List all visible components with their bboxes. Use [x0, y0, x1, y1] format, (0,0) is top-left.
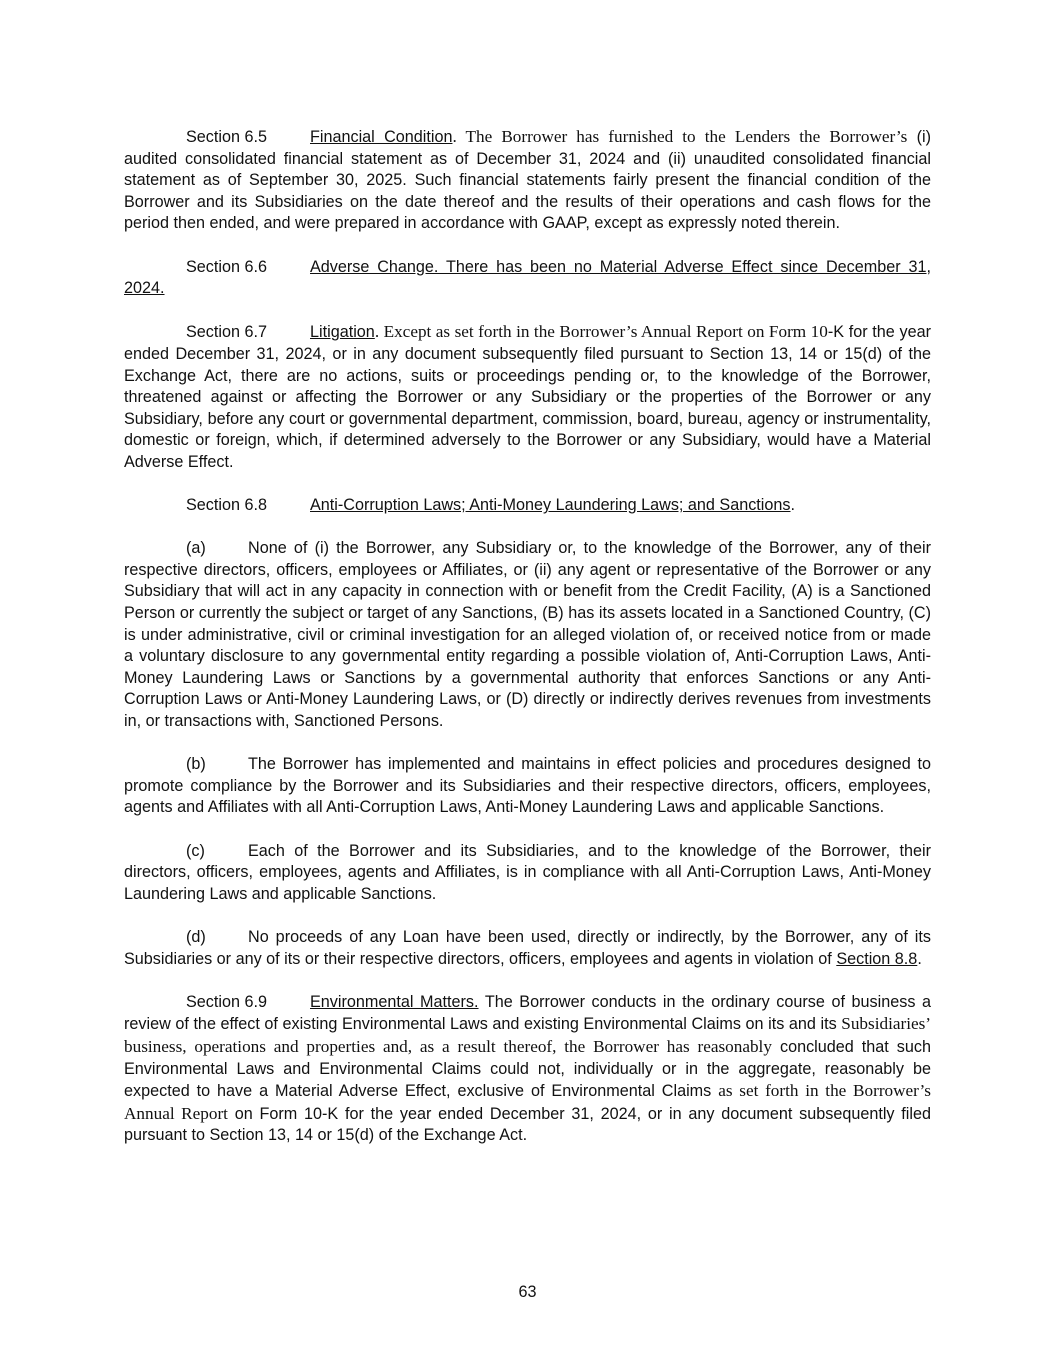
clause-text: The Borrower has implemented and maintains in effect policies and procedures designed to promote compliance by the Borrower and its Subsidiaries and their respective directors, officers, employees, agents and Affiliates with all Anti-Corruption Laws, Anti-Money Laundering Laws and applicable Sanctions.: [124, 755, 931, 817]
section-text-serif: as set forth in the Borrower’s Annual Report: [124, 1081, 931, 1123]
section-lead: . Except as set forth in the Borrower’s Annual Report on Form 10: [374, 322, 828, 342]
section-text: on Form 10-K for the year ended December 31, 2024, or in any document subsequently filed pursuant to Section 13, 14 or 15(d) of the Exchange Act.: [124, 1104, 931, 1145]
section-6-7: [124, 321, 931, 473]
section-number: Section 6.5: [186, 128, 267, 146]
clause-text: None of (i) the Borrower, any Subsidiary or, to the knowledge of the Borrower, any of their respective directors, officers, employees or Affiliates, or (ii) any agent or representative of the Borrower or any Subsidiary that will act in any capacity in connection with or benefit from the Credit Facility, (A) is a Sanctioned Person or currently the subject or target of any Sanctions, (B) has its assets located in a Sanctioned Country, (C) is under administrative, civil or criminal investigation for an alleged violation of, or received notice from or made a voluntary disclosure to any governmental entity regarding a possible violation of, Anti-Corruption Laws, Anti-Money Laundering Laws or Sanctions by a governmental authority that enforces Sanctions or any Anti-Corruption Laws or Anti-Money Laundering Laws, or (D) directly or indirectly derives revenues from investments in, or transactions with, Sanctioned Persons.: [124, 539, 931, 731]
clause-label: (c): [186, 841, 205, 860]
section-text: -K for the year ended December 31, 2024, or in any document subsequently filed pursuant to Section 13, 14 or 15(d) of the Exchange Act, there are no actions, suits or proceedings pending or, to the knowledge of the Borrower, threatened against or affecting the Borrower or any Subsidiary or the properties of the Borrower or any Subsidiary, before any court or governmental department, commission, board, bureau, agency or instrumentality, domestic or foreign, which, if determined adversely to the Borrower or any Subsidiary, would have a Material Adverse Effect.: [124, 323, 931, 471]
section-lead: . The Borrower has furnished to the Lenders the Borrower’s: [452, 127, 908, 146]
clause-label: (d): [186, 927, 206, 946]
clause-a: [124, 538, 931, 732]
section-heading: Adverse Change. There has been no Material Adverse Effect since December 31, 2024.: [124, 257, 931, 298]
section-tail: .: [790, 496, 796, 515]
clause-d: [124, 927, 931, 970]
section-6-6: [124, 257, 931, 300]
section-number: Section 6.9: [186, 992, 267, 1011]
clause-tail: .: [917, 949, 922, 968]
page-number: 63: [518, 1283, 537, 1301]
section-number: Section 6.8: [186, 496, 267, 515]
section-heading: Anti-Corruption Laws; Anti-Money Laundering Laws; and Sanctions: [310, 496, 791, 515]
section-heading: Financial Condition: [310, 128, 453, 146]
clause-text: Each of the Borrower and its Subsidiaries, and to the knowledge of the Borrower, their directors, officers, employees, agents and Affiliates, is in compliance with all Anti-Corruption Laws, Anti-Money Laundering Laws and applicable Sanctions.: [124, 841, 931, 903]
clause-text: No proceeds of any Loan have been used, directly or indirectly, by the Borrower, any of its Subsidiaries or any of its or their respective directors, officers, employees and agents in violation of: [124, 927, 931, 968]
clause-label: (b): [186, 755, 206, 774]
section-text: The Borrower conducts in the ordinary course of business a review of the effect of existing Environmental Laws and existing Environmental Claims on its and its: [124, 992, 932, 1034]
clause-b: [124, 754, 931, 819]
section-text: (i) audited consolidated financial statement as of December 31, 2024 and (ii) unaudited consolidated financial statement as of September 30, 2025. Such financial statements fairly present the financial condition of the Borrower and its Subsidiaries on the date thereof and the results of their operations and cash flows for the period then ended, and were prepared in accordance with GAAP, except as expressly noted therein.: [124, 128, 931, 233]
section-6-5: [124, 126, 931, 235]
clause-c: [124, 841, 931, 906]
section-text-serif: Subsidiaries’ business, operations and properties and, as a result thereof, the Borrower has reasonably: [124, 1014, 932, 1056]
section-6-9: [124, 992, 931, 1147]
section-heading: Environmental Matters.: [310, 992, 479, 1011]
section-number: Section 6.6: [186, 257, 267, 276]
section-number: Section 6.7: [186, 323, 267, 342]
document-page: [124, 126, 931, 1169]
section-text: concluded that such Environmental Laws and Environmental Claims could not, individually or in the aggregate, reasonably be expected to have a Material Adverse Effect, exclusive of Environmental Claims: [124, 1037, 931, 1101]
clause-label: (a): [186, 539, 206, 558]
section-reference-link: Section 8.8: [836, 949, 918, 968]
section-6-8: [124, 495, 931, 517]
section-heading: Litigation: [310, 323, 375, 342]
